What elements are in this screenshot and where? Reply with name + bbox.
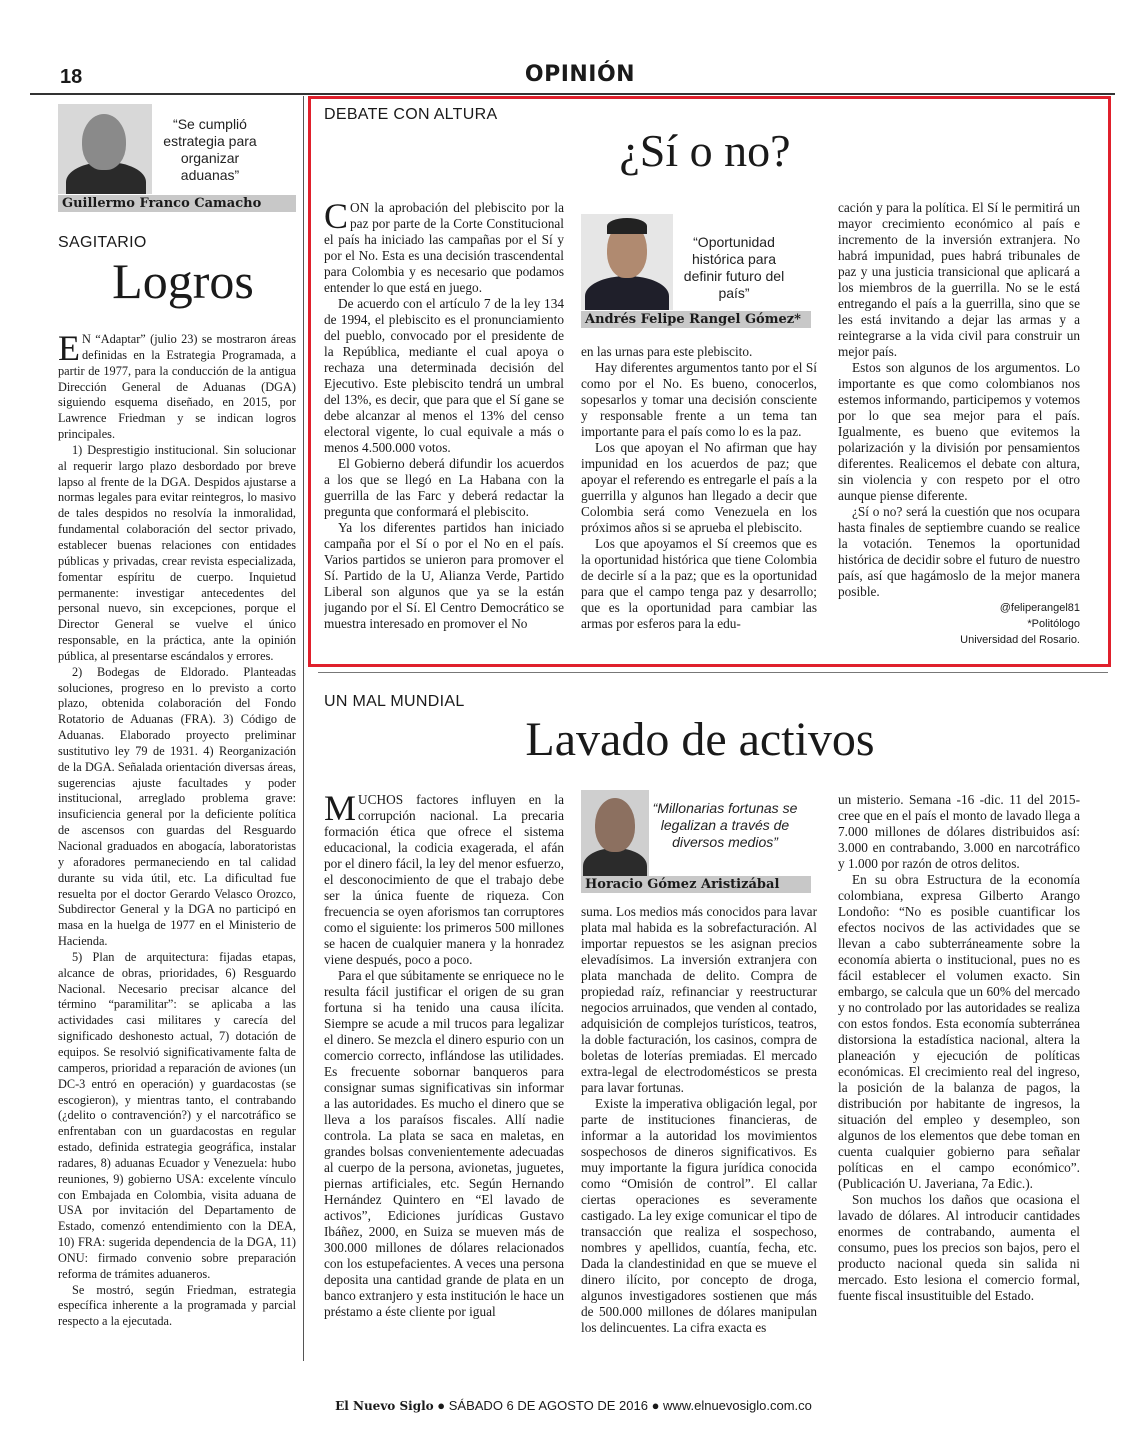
article-body-col3 bbox=[838, 200, 1080, 600]
section-title: OPINIÓN bbox=[524, 62, 636, 87]
paragraph: cación y para la política. El Sí le permitirá un mayor crecimiento económico al país e incremento de la inversión extranjera. No habrá impunidad, pues habrá tribunales de paz y una justicia transicional que aplicará a los miembros de la guerrilla. No se le está entregando el país a la guerrilla, sino que se les está invitando a dejar las armas y a reintegrarse a la vida civil para construir un mejor país. bbox=[838, 200, 1080, 359]
article-title: Lavado de activos bbox=[525, 713, 875, 766]
author-byline: Andrés Felipe Rangel Gómez* bbox=[581, 311, 811, 328]
author-byline: Horacio Gómez Aristizábal bbox=[581, 876, 811, 893]
paragraph: Los que apoyan el No afirman que hay impunidad en los acuerdos de paz; que apoyar el referendo es entregarle el país a la guerrilla y algunos han llegado a decir que Colombia será como Venezuela en los próximos años si se aprueba el plebiscito. bbox=[581, 440, 817, 535]
paragraph: ¿Sí o no? será la cuestión que nos ocupara hasta finales de septiembre cuando se realice la votación. Tenemos la oportunidad histórica de decidir sobre el futuro de nuestro país, así que hagámoslo de la mejor manera posible. bbox=[838, 504, 1080, 599]
article-body-col2 bbox=[581, 344, 817, 650]
footer-date: SÁBADO 6 DE AGOSTO DE 2016 bbox=[448, 1398, 648, 1413]
bullet-icon: ● bbox=[437, 1398, 449, 1413]
paragraph: ON la aprobación del plebiscito por la paz por parte de la Corte Constitucional el país ha iniciado las campañas por el Sí y por el No. Esta es una decisión trascendental para Colombia y es necesario que podamos entender lo que está en juego. bbox=[324, 200, 564, 295]
section-rule bbox=[318, 672, 1108, 673]
paragraph: Estos son algunos de los argumentos. Lo importante es que como colombianos nos estemos informando, participemos y votemos por lo que sea mejor para el país. Igualmente, es bueno que evitemos la polarización y la división por pensamientos diferentes. Realicemos el debate con altura, sin violencia y con respeto por el otro aunque piense diferente. bbox=[838, 360, 1080, 503]
author-institution: Universidad del Rosario. bbox=[960, 634, 1080, 646]
paragraph: El Gobierno deberá difundir los acuerdos a los que se llegó en La Habana con la guerrilla de las Farc y deberá redactar la pregunta que conformará el plebiscito. bbox=[324, 456, 564, 519]
article-body-col2 bbox=[581, 904, 817, 1362]
paragraph: Se mostró, según Friedman, estrategia específica inherente a la programada y parcial respecto a la ejecutada. bbox=[58, 1282, 296, 1329]
author-photo bbox=[58, 104, 152, 194]
article-title: Logros bbox=[112, 253, 254, 309]
footer-brand: El Nuevo Siglo bbox=[335, 1399, 434, 1413]
paragraph: 5) Plan de arquitectura: fijadas etapas, alcance de obras, prioridades, 6) Resguardo Nacional. Necesario precisar alcance del término “paramilitar”: se aplicaba a las actividades casi militares y carecía del significado deshonesto actual, 7) dotación de equipos. Se resolvió significativamente falta de camperos, prioridad a reparación de aviones (un DC-3 entró en operación) y guardacostas (se escogieron), y mientras tanto, el contrabando (¿delito o contravención?) y el narcotráfico se enfrentaban con un guardacostas en regular estado, definida estrategia geográfica, instalar radares, 8) aduanas Ecuador y Venezuela: hubo reuniones, 9) gobierno USA: excelente vínculo con Embajada en Colombia, visita aduana de USA por invitación del Departamento de Estado, comenzó entendimiento con la DEA, 10) FRA: sugerida dependencia de la DGA, 11) ONU: firmado convenio sobre preparación reforma de trámites aduaneros. bbox=[58, 949, 296, 1281]
paragraph: 2) Bodegas de Eldorado. Planteadas soluciones, progreso en lo previsto a corto plazo, obtenida colaboración del Fondo Rotatorio de Aduanas (FRA). 3) Código de Aduanas. Elaborado proyecto preliminar sustitutivo ley 79 de 1931. 4) Reorganización de la DGA. Señalada orientación diversas áreas, sugerencias ajuste facultades y poder institucional, arreglado problema grave: insuficiencia general por la deficiente política de ascensos con guardas del Resguardo Nacional graduados en abogacía, laboratoristas y aforadores permaneciendo en tal calidad durante su vida útil, etc. La dificultad fue resuelta por el doctor Gerardo Velasco Orozco, Subdirector General y la DGA no participó en masa en la huelga de 1977 en el Ministerio de Hacienda. bbox=[58, 664, 296, 949]
author-quote: “Se cumplió estrategia para organizar aduanas” bbox=[163, 116, 257, 183]
header-rule bbox=[30, 93, 1115, 95]
paragraph: UCHOS factores influyen en la corrupción nacional. La precaria formación ética que ofrece el sistema educacional, la codicia exagerada, el afán por el dinero fácil, la ley del menor esfuerzo, el desconocimiento de que el trabajo debe ser la única fuente de riqueza. Con frecuencia se oyen aforismos tan corruptores como el siguiente: los primeros 500 millones se hacen de cualquier manera y la honradez viene después, poco a poco. bbox=[324, 792, 564, 967]
paragraph: en las urnas para este plebiscito. bbox=[581, 344, 753, 359]
paragraph: En su obra Estructura de la economía colombiana, expresa Gilberto Arango Londoño: “No es posible cuantificar los efectos nocivos de las actividades que se llevan a cabo subterráneamente sobre la economía abierta o institucional, pues no es fácil establecer el volumen exacto. Sin embargo, se calcula que un 60% del mercado y no controlado por las autoridades se realiza con estos fondos. Esta economía subterránea distorsiona la estadística nacional, altera la planeación y ejecución de políticas económicas. El crecimiento real del ingreso, la posición de la balanza de pagos, la distribución por habitante de ingresos, la situación del empleo y desempleo, son algunos de los elementos que debe toman en cuenta cualquier gobierno para señalar políticas en el campo económico”. (Publicación U. Javeriana, 7a Edic.). bbox=[838, 872, 1080, 1191]
drop-cap: M bbox=[324, 792, 357, 828]
paragraph: Ya los diferentes partidos han iniciado campaña por el Sí o por el No en el país. Varios partidos se unieron para promover el Sí. Partido de la U, Alianza Verde, Partido Liberal son algunos que ya se la están jugando por el Sí. El Centro Democrático se muestra interesado en promover el No bbox=[324, 520, 564, 631]
article-kicker: SAGITARIO bbox=[58, 234, 147, 251]
author-photo bbox=[581, 790, 649, 878]
paragraph: De acuerdo con el artículo 7 de la ley 134 de 1994, el plebiscito es el pronunciamiento del pueblo, convocado por el presidente de la República, mediante el cual apoya o rechaza una determinada decisión del Ejecutivo. Este plebiscito tendrá un umbral del 13%, es decir, que para que el Sí gane se debe alcanzar al menos el 13% del censo electoral vigente, lo cual equivale a más o menos 4.500.000 votos. bbox=[324, 296, 564, 455]
article-kicker: DEBATE CON ALTURA bbox=[324, 106, 498, 123]
author-photo bbox=[581, 214, 673, 310]
author-handle: @feliperangel81 bbox=[999, 602, 1080, 614]
author-signature bbox=[900, 600, 1080, 648]
paragraph: N “Adaptar” (julio 23) se mostraron áreas definidas en la Estrategia Programada, a partir de 1977, para la conducción de la antigua Dirección General de Aduanas (DGA) siguiendo esquema diseñado, en 2015, por Lawrence Friedman y se indican logros principales. bbox=[58, 332, 296, 442]
author-byline: Guillermo Franco Camacho bbox=[58, 195, 296, 212]
paragraph: Hay diferentes argumentos tanto por el Sí como por el No. Es bueno, conocerlos, sopesarlos y tomar una decisión consciente y responsable frente a un tema tan importante para el país como lo es la paz. bbox=[581, 360, 817, 439]
bullet-icon: ● bbox=[651, 1398, 664, 1413]
paragraph: Son muchos los daños que ocasiona el lavado de dólares. Al introducir cantidades enormes de contrabando, aumenta el consumo, pues los precios son bajos, pero el producto nacional queda sin salida ni mercado. Esto lesiona el comercio formal, fuente fiscal insustituible del Estado. bbox=[838, 1192, 1080, 1303]
paragraph: Los que apoyamos el Sí creemos que es la oportunidad histórica que tiene Colombia de decirle sí a la paz; que es la oportunidad para que el campo tenga paz y desarrollo; que es la oportunidad para cambiar las armas por esferos para la edu- bbox=[581, 536, 817, 631]
drop-cap: E bbox=[58, 332, 80, 368]
article-title: ¿Sí o no? bbox=[619, 125, 791, 176]
author-quote: “Millonarias fortunas se legalizan a través de diversos medios” bbox=[652, 800, 798, 850]
article-kicker: UN MAL MUNDIAL bbox=[324, 693, 465, 710]
article-body-col1 bbox=[324, 792, 564, 1362]
author-title: *Politólogo bbox=[1027, 618, 1080, 630]
paragraph: Para el que súbitamente se enriquece no le resulta fácil justificar el origen de su gran fortuna si ha tenido una causa ilícita. Siempre se acude a mil trucos para legalizar el dinero. Se mezcla el dinero espurio con un comercio correcto, inflándose las utilidades. Es frecuente sobornar banqueros para consignar sumas significativas sin informar a las autoridades. Es mucho el dinero que se lleva a los paraísos fiscales. Allí nadie controla. La plata se saca en maletas, en grandes bolsas convenientemente adecuadas al cuerpo de la persona, avionetas, juguetes, piernas artificiales, etc. Según Hernando Hernández Quintero en “El lavado de activos”, Ediciones jurídicas Gustavo Ibáñez, 2000, en Suiza se mueven más de 300.000 millones de dólares relacionados con los estupefacientes. A veces una persona deposita una cantidad grande de plata en un banco extranjero y esta institución le hace un préstamo a éste cliente por igual bbox=[324, 968, 564, 1319]
author-quote: “Oportunidad histórica para definir futuro del país” bbox=[683, 234, 785, 301]
footer-url[interactable]: www.elnuevosiglo.com.co bbox=[663, 1398, 812, 1413]
drop-cap: C bbox=[324, 200, 349, 236]
article-body-col3 bbox=[838, 792, 1080, 1362]
page-footer bbox=[0, 1398, 1147, 1413]
page-number: 18 bbox=[60, 66, 83, 88]
paragraph: un misterio. Semana -16 -dic. 11 del 2015- cree que en el país el monto de lavado llega a 7.000 millones de dólares distribuidos así: 3.000 en contrabando, 3.000 en narcotráfico y 1.000 por razón de otros delitos. bbox=[838, 792, 1080, 871]
paragraph: 1) Desprestigio institucional. Sin solucionar al requerir largo plazo desbordado por breve lapso al frente de la DGA. Despidos ajustarse a normas legales para evitar reintegros, lo masivo de tales despidos no resolvía la inmoralidad, fundamental colaboración del sector privado, establecer buenas relaciones con entidades públicas y privadas, crear revista especializada, fomentar espíritu de cuerpo. Inquietud permanente: investigar antecedentes del personal nuevo, sin excepciones, porque el Director General se vuelve el único responsable, en la práctica, ante la opinión pública, al presentarse escándalos y errores. bbox=[58, 442, 296, 663]
article-body-col1 bbox=[324, 200, 564, 650]
article-body bbox=[58, 332, 296, 1362]
paragraph: Existe la imperativa obligación legal, por parte de instituciones financieras, de informar a la autoridad los movimientos sospechosos de dineros significativos. Es muy importante la figura jurídica conocida como “Omisión de control”. El callar ciertas operaciones es severamente castigado. La ley exige comunicar el tipo de transacción que realiza el sospechoso, nombres y apellidos, cuantía, fecha, etc. Dada la clandestinidad en que se mueve el dinero ilícito, por concepto de droga, algunos investigadores sostienen que más de 500.000 millones de dólares manipulan los delincuentes. La cifra exacta es bbox=[581, 1096, 817, 1335]
paragraph: suma. Los medios más conocidos para lavar plata mal habida es la sobrefacturación. Al importar repuestos se les asignan precios elevadísimos. La inversión extranjera con plata manchada de delito. Compra de propiedad raíz, refinanciar y reestructurar negocios arruinados, que venden al contado, adquisición de complejos turísticos, teatros, la doble facturación, los casinos, compra de boletas de loterías premiadas. El mercado extra-legal de electrodomésticos se presta para lavar fortunas. bbox=[581, 904, 817, 1095]
